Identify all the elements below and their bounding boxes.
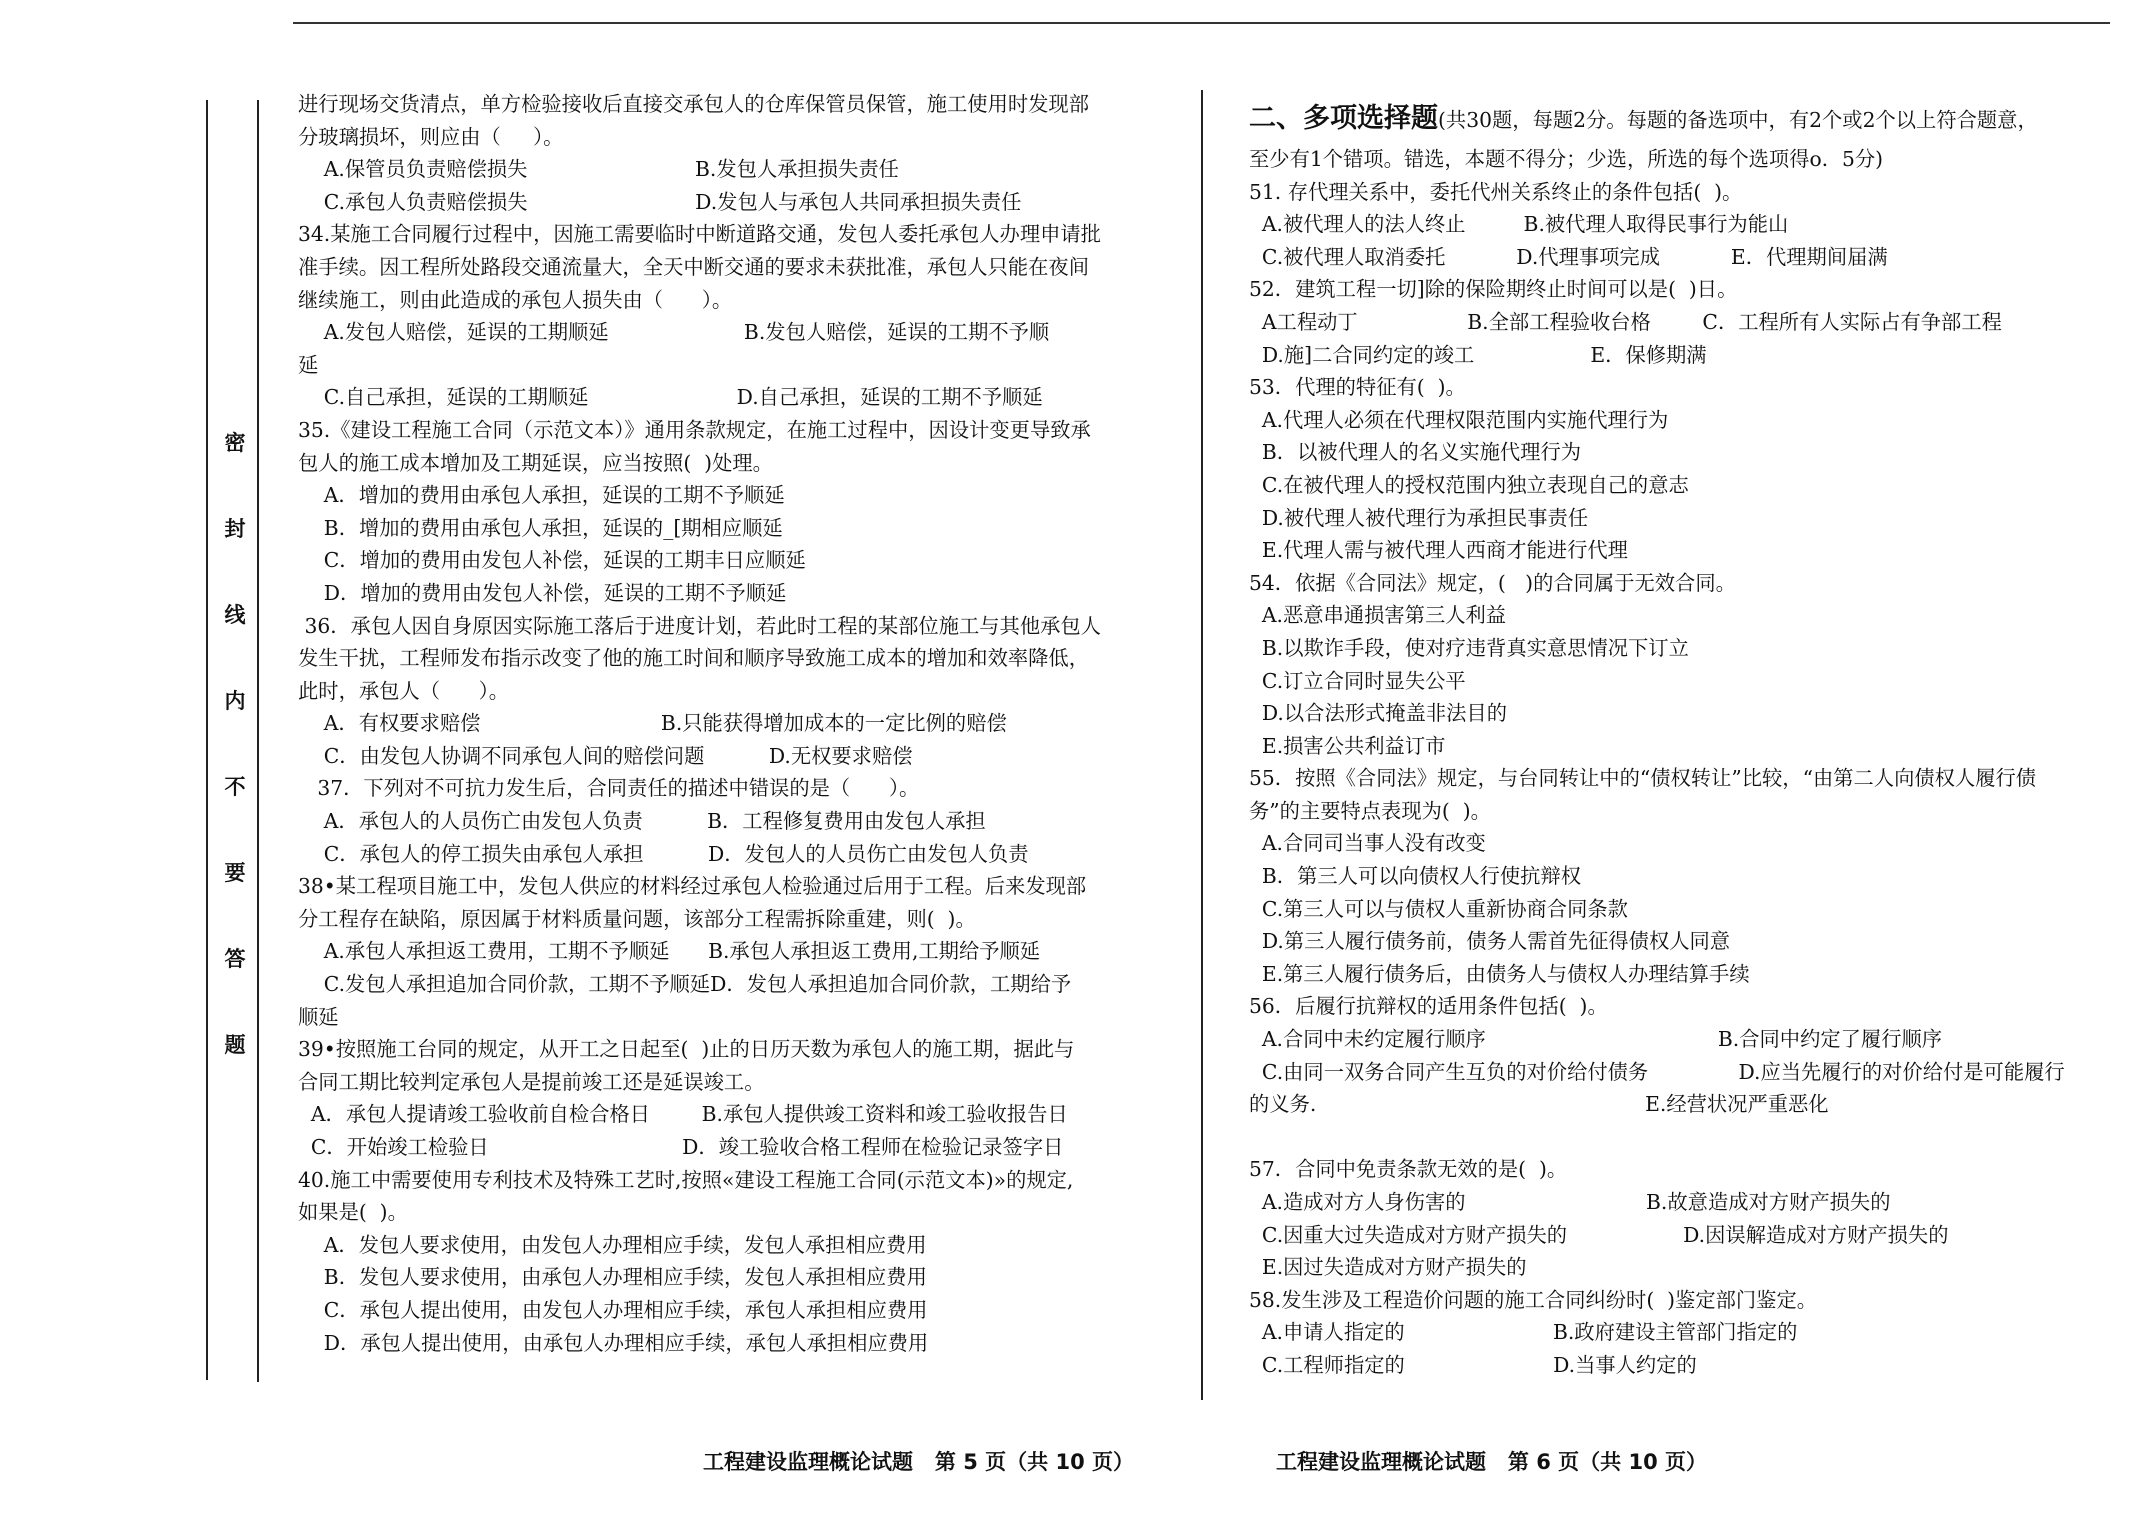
- question-line: D.第三人履行债务前，债务人需首先征得债权人同意: [1249, 929, 1731, 954]
- seal-char: 封: [224, 517, 246, 541]
- question-line: 至少有1个错项。错选，本题不得分；少选，所选的每个选项得o．5分): [1249, 147, 1884, 171]
- question-line: A.申请人指定的 B.政府建设主管部门指定的: [1249, 1320, 1798, 1345]
- question-line: C．开始竣工检验日 D．竣工验收合格工程师在检验记录签字日: [298, 1135, 1064, 1159]
- question-line: C.被代理人取消委托 D.代理事项完成 E．代理期间届满: [1249, 244, 1888, 269]
- seal-char: 密: [224, 431, 246, 455]
- question-line: D.以合法形式掩盖非法目的: [1249, 701, 1507, 726]
- question-line: E.因过失造成对方财产损失的: [1249, 1255, 1527, 1280]
- question-line: C.承包人负责赔偿损失 D.发包人与承包人共同承担损失责任: [298, 189, 1022, 214]
- question-line: D．增加的费用由发包人补偿，延误的工期不予顺延: [298, 580, 787, 605]
- question-line: C.订立合同时显失公平: [1249, 668, 1466, 693]
- question-line: C.工程师指定的 D.当事人约定的: [1249, 1352, 1697, 1377]
- question-line: [1249, 1121, 2065, 1154]
- binding-line-outer: [206, 100, 208, 1380]
- question-line: A．承包人提请竣工验收前自检合格日 B.承包人提供竣工资料和竣工验收报告日: [298, 1102, 1068, 1127]
- question-line: 的义务. E.经营状况严重恶化: [1249, 1092, 1829, 1117]
- question-line: 继续施工，则由此造成的承包人损失由（ ）。: [298, 287, 733, 312]
- seal-char: 不: [224, 775, 246, 799]
- question-line: B．增加的费用由承包人承担，延误的_[期相应顺延: [298, 515, 783, 540]
- question-line: 此时，承包人（ ）。: [298, 678, 510, 703]
- question-line: A.恶意串通损害第三人利益: [1249, 603, 1507, 628]
- question-line: 进行现场交货清点，单方检验接收后直接交承包人的仓库保管员保管，施工使用时发现部: [298, 92, 1089, 116]
- question-line: 39•按照施工台同的规定，从开工之日起至( )止的日历天数为承包人的施工期，据此与: [298, 1037, 1075, 1062]
- question-line: C.发包人承担追加合同价款，工期不予顺延D．发包人承担追加合同价款，工期给予: [298, 972, 1072, 997]
- question-line: 51. 存代理关系中，委托代州关系终止的条件包括( )。: [1249, 179, 1743, 204]
- question-line: D.被代理人被代理行为承担民事责任: [1249, 505, 1589, 530]
- question-line: 37．下列对不可抗力发生后，合同责任的描述中错误的是（ ）。: [298, 776, 920, 801]
- seal-char: 要: [224, 861, 246, 885]
- question-line: A.合同司当事人没有改变: [1249, 831, 1486, 856]
- question-line: C.因重大过失造成对方财产损失的 D.因误解造成对方财产损失的: [1249, 1222, 1949, 1247]
- question-line: A．增加的费用由承包人承担，延误的工期不予顺延: [298, 483, 785, 508]
- binding-line-inner: [257, 100, 259, 1382]
- question-line: 延: [298, 352, 319, 377]
- question-line: C.在被代理人的授权范围内独立表现自己的意志: [1249, 472, 1689, 497]
- question-line: B.以欺诈手段，使对疗违背真实意思情况下订立: [1249, 635, 1689, 660]
- question-line: A.保管员负责赔偿损失 B.发包人承担损失责任: [298, 157, 899, 182]
- question-line: E.代理人需与被代理人西商才能进行代理: [1249, 538, 1628, 563]
- question-line: E.损害公共利益订市: [1249, 733, 1446, 758]
- question-line: D．承包人提出使用，由承包人办理相应手续，承包人承担相应费用: [298, 1330, 929, 1355]
- seal-char: 内: [224, 689, 246, 713]
- question-line: 如果是( )。: [298, 1200, 408, 1225]
- question-line: 分玻璃损坏，则应由（ ）。: [298, 124, 564, 149]
- question-line: A．有权要求赔偿 B.只能获得增加成本的一定比例的赔偿: [298, 711, 1007, 736]
- question-line: 36．承包人因自身原因实际施工落后于进度计划，若此时工程的某部位施工与其他承包人: [298, 613, 1101, 638]
- question-line: 56．后履行抗辩权的适用条件包括( )。: [1249, 994, 1608, 1019]
- question-line: 58.发生涉及工程造价问题的施工合同纠纷时( )鉴定部门鉴定。: [1249, 1287, 1818, 1312]
- question-line: 38•某工程项目施工中，发包人供应的材料经过承包人检验通过后用于工程。后来发现部: [298, 874, 1087, 899]
- question-line: 分工程存在缺陷，原因属于材料质量问题，该部分工程需拆除重建，则( )。: [298, 906, 976, 931]
- question-line: C．承包人提出使用，由发包人办理相应手续，承包人承担相应费用: [298, 1297, 928, 1322]
- question-line: C．承包人的停工损失由承包人承担 D．发包人的人员伤亡由发包人负责: [298, 841, 1029, 866]
- question-line: A.造成对方人身伤害的 B.故意造成对方财产损失的: [1249, 1190, 1891, 1214]
- question-line: 54．依据《合同法》规定，( )的合同属于无效合同。: [1249, 570, 1736, 595]
- top-rule: [293, 22, 2110, 24]
- right-question-lines: [1249, 143, 2065, 1382]
- question-line: A.被代理人的法人终止 B.被代理人取得民事行为能山: [1249, 212, 1789, 237]
- left-column: [298, 88, 1101, 1359]
- question-line: B．发包人要求使用，由承包人办理相应手续，发包人承担相应费用: [298, 1265, 927, 1290]
- section-note: (共30题，每题2分。每题的备选项中，有2个或2个以上符合题意，: [1438, 108, 2038, 132]
- question-line: 务”的主要特点表现为( )。: [1249, 798, 1491, 823]
- question-line: A.发包人赔偿，延误的工期顺延 B.发包人赔偿，延误的工期不予顺: [298, 320, 1050, 345]
- question-line: 包人的施工成本增加及工期延误，应当按照( )处理。: [298, 450, 773, 475]
- question-line: A工程动丁 B.全部工程验收台格 C．工程所有人实际占有争部工程: [1249, 309, 2002, 334]
- question-line: 35.《建设工程施工合同（示范文本）》通用条款规定，在施工过程中，因设计变更导致承: [298, 417, 1091, 442]
- question-line: 顺延: [298, 1004, 339, 1029]
- question-line: C．增加的费用由发包人补偿，延误的工期丰日应顺延: [298, 548, 806, 573]
- question-line: 52．建筑工程一切]除的保险期终止时间可以是( )日。: [1249, 277, 1738, 302]
- question-line: 53．代理的特征有( )。: [1249, 375, 1466, 400]
- footer-page-5: 工程建设监理概论试题 第 5 页（共 10 页）: [703, 1450, 1135, 1474]
- question-line: 发生干扰，工程师发布指示改变了他的施工时间和顺序导致施工成本的增加和效率降低，: [298, 646, 1089, 671]
- seal-char: 题: [224, 1033, 246, 1057]
- question-line: A.承包人承担返工费用，工期不予顺延 B.承包人承担返工费用,工期给予顺延: [298, 939, 1041, 964]
- question-line: 40.施工中需要使用专利技术及特殊工艺时,按照«建设工程施工合同(示范文本)»的规定,: [298, 1167, 1074, 1192]
- question-line: 合同工期比较判定承包人是提前竣工还是延误竣工。: [298, 1069, 765, 1094]
- question-line: C.由同一双务合同产生互负的对价给付债务 D.应当先履行的对价给付是可能履行: [1249, 1059, 2065, 1084]
- seal-char: 答: [224, 947, 246, 971]
- section-heading: 二、多项选择题: [1249, 103, 1438, 134]
- seal-line-text: [222, 430, 248, 1118]
- right-column: [1249, 103, 2065, 1382]
- seal-char: 线: [224, 603, 246, 627]
- question-line: C．由发包人协调不同承包人间的赔偿问题 D.无权要求赔偿: [298, 743, 913, 768]
- question-line: A．发包人要求使用，由发包人办理相应手续，发包人承担相应费用: [298, 1232, 927, 1257]
- question-line: 57．合同中免责条款无效的是( )。: [1249, 1157, 1568, 1182]
- question-line: D.施]二合同约定的竣工 E．保修期满: [1249, 342, 1707, 367]
- question-line: C.第三人可以与债权人重新协商合同条款: [1249, 896, 1628, 921]
- question-line: 准手续。因工程所处路段交通流量大，全天中断交通的要求未获批准，承包人只能在夜间: [298, 254, 1089, 279]
- question-line: A.代理人必须在代理权限范围内实施代理行为: [1249, 407, 1669, 432]
- column-divider: [1201, 90, 1203, 1400]
- question-line: E.第三人履行债务后，由债务人与债权人办理结算手续: [1249, 961, 1750, 986]
- section-header: [1249, 103, 2065, 143]
- question-line: A.合同中未约定履行顺序 B.合同中约定了履行顺序: [1249, 1027, 1943, 1052]
- question-line: 34.某施工合同履行过程中，因施工需要临时中断道路交通，发包人委托承包人办理申请批: [298, 222, 1101, 247]
- question-line: A．承包人的人员伤亡由发包人负责 B．工程修复费用由发包人承担: [298, 809, 986, 834]
- question-line: C.自己承担，延误的工期顺延 D.自己承担，延误的工期不予顺延: [298, 385, 1043, 410]
- question-line: 55．按照《合同法》规定，与台同转让中的“债权转让”比较，“由第二人向债权人履行债: [1249, 766, 2037, 791]
- question-line: B．以被代理人的名义实施代理行为: [1249, 440, 1582, 465]
- footer-page-6: 工程建设监理概论试题 第 6 页（共 10 页）: [1276, 1450, 1708, 1474]
- question-line: B．第三人可以向债权人行使抗辩权: [1249, 864, 1582, 889]
